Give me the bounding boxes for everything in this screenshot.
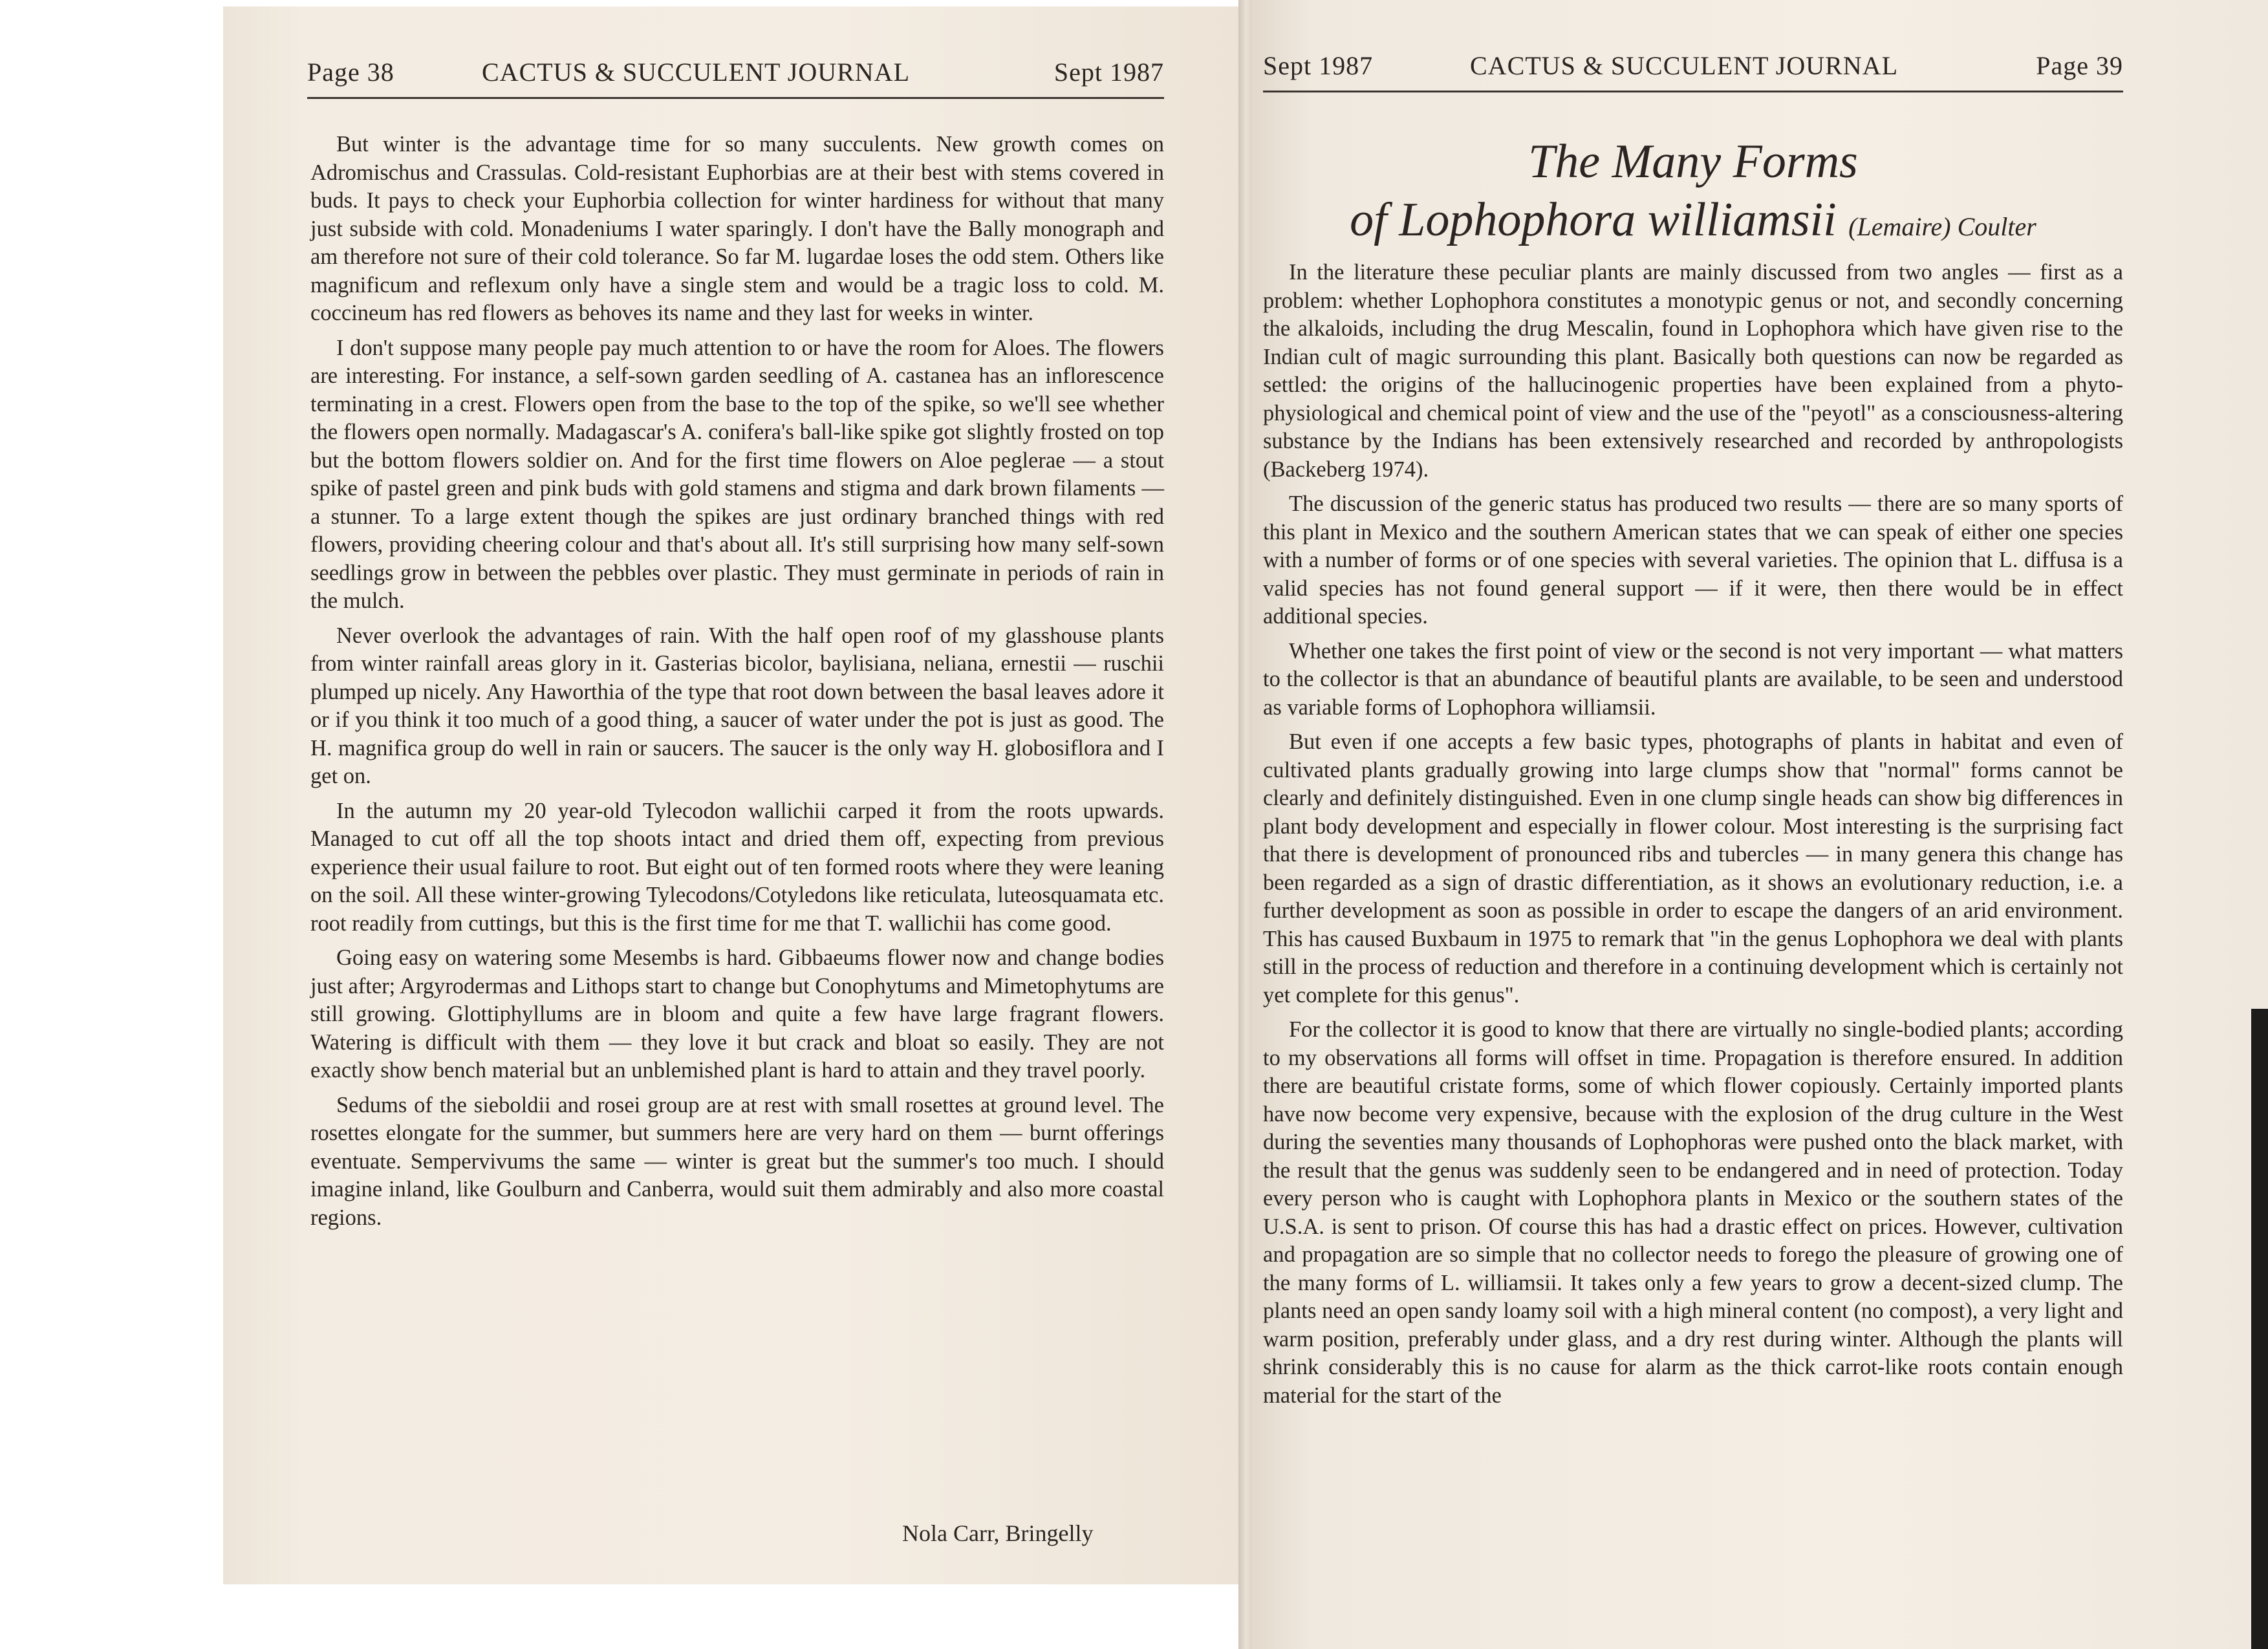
paragraph: Never overlook the advantages of rain. With the half open roof of my glasshouse plants from winter rainfall areas glory in it. Gasterias bicolor, baylisiana, neliana, ernestii — ruschii plumped up nicely. Any Haworthia of the type that root down between the basal leaves adore it or if you think it too much of a good thing, a saucer of water under the pot is just as good. The H. magnifica group do well in rain or saucers. The saucer is the only way H. globosiflora and I get on. [310, 623, 1164, 788]
title-line-1: The Many Forms [1528, 135, 1858, 188]
left-article-body [310, 131, 1164, 1238]
paragraph: In the literature these peculiar plants are mainly discussed from two angles — first as a problem: whether Lophophora constitutes a monotypic genus or not, and secondly concerning the alkaloids, including the drug Mescalin, found in Lophophora which have given rise to the Indian cult of magic surrounding this plant. Basically both questions can now be regarded as settled: the origins of the hallucinogenic properties have been explained from a phyto-physiological and chemical point of view and the use of the "peyotl" as a consciousness-altering substance by the Indians has been extensively researched and recorded by anthropologists (Backeberg 1974). [1263, 260, 2123, 482]
right-page-header [1263, 45, 2123, 92]
title-species: of Lophophora williamsii [1350, 193, 1837, 246]
paragraph: I don't suppose many people pay much attention to or have the room for Aloes. The flowers are interesting. For instance, a self-sown garden seedling of A. castanea has an inflorescence terminating in a crest. Flowers open from the base to the top of the spike, so we'll see whether the flowers open normally. Madagascar's A. conifera's ball-like spike got slightly frosted on top but the bottom flowers soldier on. And for the first time flowers on Aloe peglerae — a stout spike of pastel green and pink buds with gold stamens and stigma and dark brown filaments — a stunner. To a large extent though the spikes are just ordinary branched things with red flowers, providing cheering colour and that's about all. It's still surprising how many self-sown seedlings grow in between the pebbles over plastic. They must germinate in periods of rain in the mulch. [310, 335, 1164, 613]
journal-title: CACTUS & SUCCULENT JOURNAL [1470, 51, 1898, 80]
page-number: Page 38 [307, 58, 394, 87]
issue-date: Sept 1987 [1053, 58, 1164, 87]
page-number: Page 39 [2036, 51, 2123, 80]
author-signature: Nola Carr, Bringelly [902, 1520, 1094, 1546]
paragraph: But even if one accepts a few basic types, photographs of plants in habitat and even of cultivated plants gradually growing into large clumps show that "normal" forms cannot be clearly and definitely distinguished. Even in one clump single heads can show big differences in plant body development and especially in flower colour. Most interesting is the surprising fact that there is development of pronounced ribs and tubercles — in many genera this change has been regarded as a sign of drastic differentiation, as it shows an evolutionary reduction, i.e. a further development as soon as possible in order to escape the dangers of an arid environment. This has caused Buxbaum in 1975 to remark that "in the genus Lophophora we deal with plants still in the process of reduction and therefore in a continuing development which is certainly not yet complete for this genus". [1263, 729, 2123, 1008]
paragraph: But winter is the advantage time for so many succulents. New growth comes on Adromischus and Crassulas. Cold-resistant Euphorbias are at their best with stems covered in buds. It pays to check your Euphorbia collection for winter hardiness for without that many just subside with cold. Monadeniums I water sparingly. I don't have the Bally monograph and am therefore not sure of their cold tolerance. So far M. lugardae loses the odd stem. Others like magnificum and reflexum only have a single stem and would be a tragic loss to cold. M. coccineum has red flowers as behoves its name and they last for weeks in winter. [310, 132, 1164, 325]
title-author: (Lemaire) Coulter [1848, 212, 2036, 241]
scan-margin [0, 0, 217, 1649]
left-page-header [307, 52, 1164, 99]
scan-edge [2251, 1009, 2268, 1649]
paragraph: For the collector it is good to know that there are virtually no single-bodied plants; according to my observations all forms will offset in time. Propagation is therefore ensured. In addition there are beautiful cristate forms, some of which flower copiously. Certainly imported plants have now become very expensive, because with the explosion of the drug culture in the West during the seventies many thousands of Lophophoras were pushed onto the black market, with the result that the genus was suddenly seen to be endangered and in need of protection. Today every person who is caught with Lophophora plants in Mexico or the southern states of the U.S.A. is sent to prison. Of course this has had a drastic effect on prices. However, cultivation and propagation are so simple that no collector needs to forego the pleasure of growing one of the many forms of L. williamsii. It takes only a few years to grow a decent-sized clump. The plants need an open sandy loamy soil with a high mineral content (no compost), a very light and warm position, preferably under glass, and a dry rest during winter. Although the plants will shrink considerably this is no cause for alarm as the thick carrot-like roots contain enough material for the start of the [1263, 1017, 2123, 1408]
paragraph: Sedums of the sieboldii and rosei group are at rest with small rosettes at ground level. The rosettes elongate for the summer, but summers here are very hard on them — burnt offerings eventuate. Sempervivums the same — winter is great but the summer's too much. I should imagine inland, like Goulburn and Canberra, would suit them admirably and also more coastal regions. [310, 1092, 1164, 1230]
left-page [223, 6, 1242, 1584]
paragraph: Whether one takes the first point of view or the second is not very important — what matters to the collector is that an abundance of beautiful plants are available, to be seen and understood as variable forms of Lophophora williamsii. [1263, 638, 2123, 720]
issue-date: Sept 1987 [1263, 51, 1374, 80]
right-article-body [1263, 259, 2123, 1416]
title-line-2 [1263, 191, 2123, 256]
paragraph: In the autumn my 20 year-old Tylecodon wallichii carped it from the roots upwards. Managed to cut off all the top shoots intact and dried them off, expecting from previous experience their usual failure to root. But eight out of ten formed roots where they were leaning on the soil. All these winter-growing Tylecodons/Cotyledons like reticulata, luteosquamata etc. root readily from cuttings, but this is the first time for me that T. wallichii has come good. [310, 798, 1164, 936]
right-page [1251, 0, 2268, 1649]
journal-title: CACTUS & SUCCULENT JOURNAL [482, 58, 910, 87]
paragraph: Going easy on watering some Mesembs is hard. Gibbaeums flower now and change bodies just after; Argyrodermas and Lithops start to change but Conophytums and Mimetophytums are still growing. Glottiphyllums are in bloom and quite a few have large fragrant flowers. Watering is difficult with them — they love it but crack and bloat so easily. They are not exactly show bench material but an unblemished plant is hard to attain and they travel poorly. [310, 945, 1164, 1083]
article-title [1263, 133, 2123, 256]
paragraph: The discussion of the generic status has produced two results — there are so many sports of this plant in Mexico and the southern American states that we can speak of either one species with a number of forms or of one species with several varieties. The opinion that L. diffusa is a valid species has not found general support — if it were, then there would be in effect additional species. [1263, 491, 2123, 629]
